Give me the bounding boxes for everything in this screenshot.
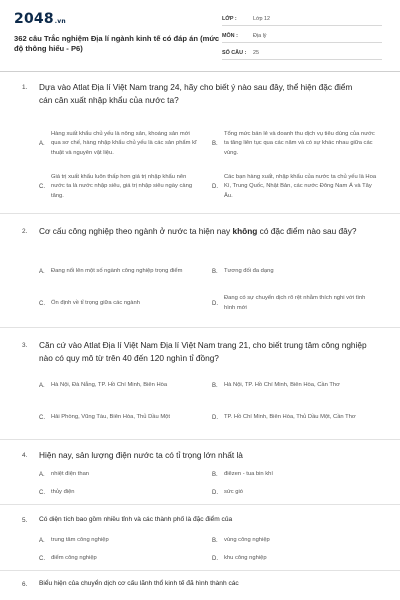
- question-text-part: Cơ cấu công nghiệp theo ngành ở nước ta hiện nay: [39, 226, 233, 236]
- option-d[interactable]: [212, 406, 377, 430]
- option-letter: C.: [39, 415, 45, 421]
- option-letter: C.: [39, 301, 45, 307]
- option-text: Đang nổi lên một số ngành công nghiệp trọng điểm: [51, 268, 183, 275]
- option-letter: A.: [39, 269, 45, 275]
- question-text-part: có đặc điểm nào sau đây?: [257, 226, 357, 236]
- question-5: [0, 505, 400, 571]
- option-text: vùng công nghiệp: [224, 537, 270, 544]
- meta-row-class: [222, 10, 382, 26]
- option-c[interactable]: [39, 406, 199, 430]
- question-3: [0, 328, 400, 440]
- question-number: 5.: [22, 517, 28, 524]
- question-text-emphasis: không: [232, 226, 258, 236]
- option-text: Tương đối đa dạng: [224, 268, 274, 275]
- option-text: Hà Nội, Đà Nẵng, TP. Hồ Chí Minh, Biên Hòa: [51, 382, 168, 389]
- option-letter: B.: [212, 269, 218, 275]
- option-text: thủy điện: [51, 489, 75, 496]
- option-c[interactable]: [39, 170, 199, 204]
- question-6: [0, 571, 400, 600]
- option-letter: B.: [212, 538, 218, 544]
- option-text: Hà Nội, TP. Hồ Chí Minh, Biên Hòa, Cần Thơ: [224, 382, 340, 389]
- document-title: 362 câu Trắc nghiệm Địa lí ngành kinh tế có đáp án (mức độ thông hiểu - P6): [14, 34, 220, 53]
- option-a[interactable]: [39, 468, 199, 482]
- option-b[interactable]: [212, 374, 377, 398]
- option-letter: B.: [212, 141, 218, 147]
- meta-key: LỚP :: [222, 16, 237, 22]
- logo-main: 2048: [14, 11, 54, 27]
- question-text: Dựa vào Atlat Địa lí Việt Nam trang 24, hãy cho biết ý nào sau đây, thể hiện đặc điểm cán cân xuất nhập khẩu của nước ta?: [39, 82, 353, 105]
- meta-value: Địa lý: [253, 33, 267, 39]
- meta-value: 25: [253, 50, 259, 56]
- question-list: [0, 72, 400, 600]
- question-number: 2.: [22, 228, 28, 235]
- header-left: [14, 10, 234, 71]
- option-text: Các bạn hàng xuất, nhập khẩu của nước ta chủ yếu là Hoa Kì, Trung Quốc, Nhật Bản, các nước Đông Nam Á và Tây Âu.: [224, 173, 377, 199]
- option-letter: D.: [212, 301, 218, 307]
- option-b[interactable]: [212, 260, 377, 284]
- option-text: TP. Hồ Chí Minh, Biên Hòa, Thủ Dầu Một, Cần Thơ: [224, 414, 356, 421]
- option-b[interactable]: [212, 468, 377, 482]
- question-text: Có diện tích bao gồm nhiều tỉnh và các thành phố là đặc điểm của: [39, 516, 233, 523]
- option-a[interactable]: [39, 124, 199, 164]
- option-b[interactable]: [212, 124, 377, 164]
- option-d[interactable]: [212, 170, 377, 204]
- option-letter: B.: [212, 472, 218, 478]
- option-text: sức gió: [224, 489, 244, 496]
- question-number: 6.: [22, 581, 28, 588]
- question-number: 3.: [22, 342, 28, 349]
- option-letter: C.: [39, 490, 45, 496]
- logo-sub: .vn: [54, 18, 66, 25]
- option-c[interactable]: [39, 292, 199, 316]
- meta-key: SỐ CÂU :: [222, 50, 247, 56]
- option-text: Đang có sự chuyển dịch rõ rệt nhằm thích nghi với tình hình mới: [224, 295, 366, 311]
- option-text: điểm công nghiệp: [51, 555, 97, 562]
- option-letter: A.: [39, 538, 45, 544]
- option-letter: A.: [39, 383, 45, 389]
- option-c[interactable]: [39, 486, 199, 500]
- option-text: nhiệt điện than: [51, 471, 90, 478]
- question-2: [0, 214, 400, 328]
- option-letter: C.: [39, 556, 45, 562]
- option-letter: A.: [39, 472, 45, 478]
- site-logo[interactable]: [14, 10, 234, 31]
- option-a[interactable]: [39, 374, 199, 398]
- option-letter: A.: [39, 141, 45, 147]
- meta-row-count: [222, 44, 382, 60]
- question-text: [39, 225, 367, 238]
- option-b[interactable]: [212, 534, 377, 548]
- option-text: Hàng xuất khẩu chủ yếu là nông sản, khoáng sản mới qua sơ chế, hàng nhập khẩu chủ yếu là các sản phẩm kĩ thuật và nguyên vật liệu.: [51, 130, 197, 156]
- option-a[interactable]: [39, 260, 199, 284]
- option-text: Tổng mức bán lẻ và doanh thu dịch vụ tiêu dùng của nước ta tăng liên tục qua các năm và có sự khác nhau giữa các vùng.: [224, 130, 375, 156]
- document-header: [0, 0, 400, 72]
- option-text: Ổn định về tỉ trọng giữa các ngành: [51, 300, 140, 307]
- option-text: Giá trị xuất khẩu luôn thấp hơn giá trị nhập khẩu nên nước ta là nước nhập siêu, giá trị nhập siêu ngày càng tăng.: [51, 173, 193, 199]
- question-text: Căn cứ vào Atlat Địa lí Việt Nam Địa lí Việt Nam trang 21, cho biết trung tâm công nghiệp nào có quy mô từ trên 40 đến 120 nghìn tỉ đồng?: [39, 340, 367, 363]
- option-letter: D.: [212, 556, 218, 562]
- option-letter: C.: [39, 184, 45, 190]
- option-text: Hải Phòng, Vũng Tàu, Biên Hòa, Thủ Dầu Một: [51, 414, 171, 421]
- document-meta: [222, 10, 382, 61]
- option-letter: D.: [212, 184, 218, 190]
- meta-row-subject: [222, 27, 382, 43]
- meta-value: Lớp 12: [253, 16, 271, 22]
- question-text: Biểu hiện của chuyển dịch cơ cấu lãnh thổ kinh tế đã hình thành các: [39, 580, 239, 587]
- option-d[interactable]: [212, 552, 377, 566]
- option-text: điêzen - tua bin khí: [224, 471, 273, 478]
- question-text: Hiện nay, sản lượng điện nước ta có tỉ trọng lớn nhất là: [39, 450, 243, 460]
- option-letter: D.: [212, 490, 218, 496]
- question-4: [0, 440, 400, 505]
- question-number: 1.: [22, 84, 28, 91]
- option-c[interactable]: [39, 552, 199, 566]
- option-letter: B.: [212, 383, 218, 389]
- question-number: 4.: [22, 452, 28, 459]
- option-text: khu công nghiệp: [224, 555, 267, 562]
- option-d[interactable]: [212, 292, 377, 316]
- meta-key: MÔN :: [222, 33, 238, 39]
- question-1: [0, 72, 400, 214]
- option-letter: D.: [212, 415, 218, 421]
- option-text: trung tâm công nghiệp: [51, 537, 109, 544]
- option-d[interactable]: [212, 486, 377, 500]
- option-a[interactable]: [39, 534, 199, 548]
